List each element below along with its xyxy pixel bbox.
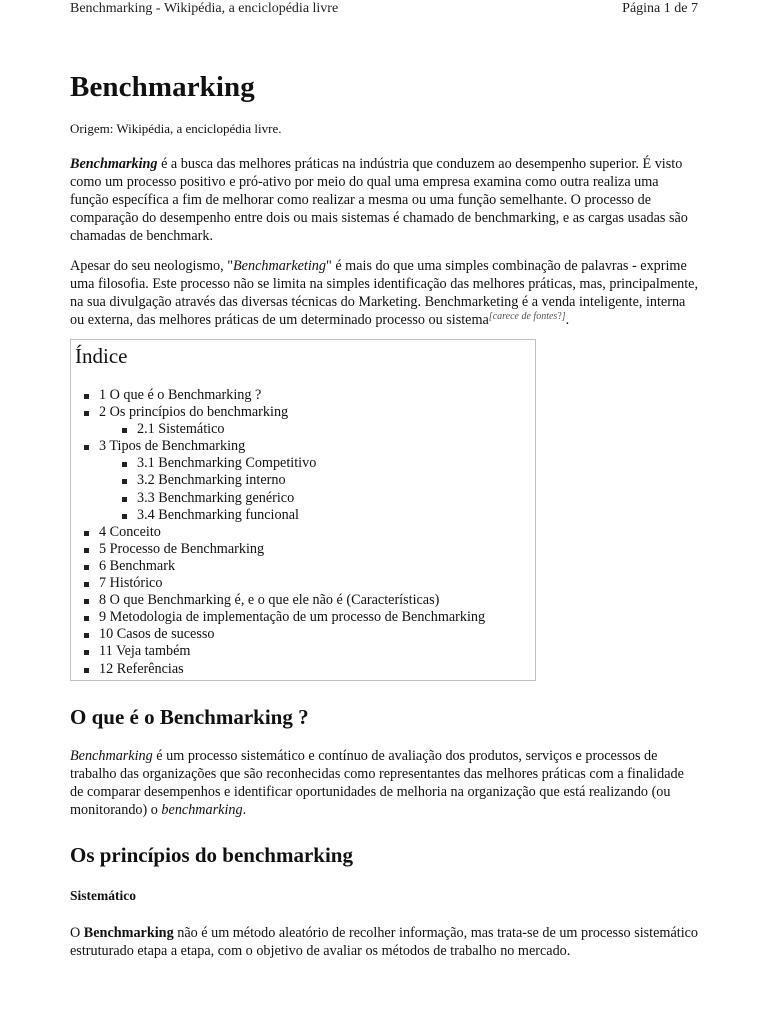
bullet-icon: [84, 668, 89, 673]
section1-end: .: [242, 802, 247, 818]
fn-close: ]: [561, 311, 566, 322]
toc-item: [99, 558, 535, 575]
toc-item: [99, 524, 535, 541]
bullet-icon: [84, 548, 89, 553]
toc-link[interactable]: 6 Benchmark: [99, 557, 176, 574]
origin-note: Origem: Wikipédia, a enciclopédia livre.: [70, 121, 282, 136]
section1-term2: benchmarking: [161, 802, 243, 818]
toc-link[interactable]: 1 O que é o Benchmarking ?: [99, 387, 262, 403]
intro-term: Benchmarking: [70, 156, 158, 172]
section1-term: Benchmarking: [70, 748, 153, 764]
toc-item: [99, 592, 535, 609]
fn-q: ?: [557, 311, 562, 322]
bullet-icon: [84, 394, 89, 399]
toc-item: [99, 626, 535, 643]
second-end: .: [565, 312, 570, 328]
toc-link[interactable]: 12 Referências: [99, 660, 184, 677]
page-title: Benchmarking: [70, 71, 255, 103]
fn-open: [: [488, 311, 493, 322]
section2-term: Benchmarking: [83, 925, 174, 941]
bullet-icon: [84, 650, 89, 655]
print-header: [70, 0, 698, 18]
toc-title: Índice: [75, 344, 128, 368]
benchmarketing-paragraph: [70, 257, 700, 329]
toc-item: [99, 387, 535, 404]
toc-link[interactable]: 2 Os princípios do benchmarking: [99, 404, 289, 421]
toc-link[interactable]: 10 Casos de sucesso: [99, 626, 215, 643]
intro-paragraph: [70, 155, 700, 245]
toc-link[interactable]: 4 Conceito: [99, 523, 161, 540]
section-heading-principles: Os princípios do benchmarking: [70, 843, 353, 867]
toc-link[interactable]: 3 Tipos de Benchmarking: [99, 438, 246, 455]
page-number: Página 1 de 7: [622, 1, 698, 16]
toc-link[interactable]: 8 O que Benchmarking é, e o que ele não é (Características): [99, 592, 440, 609]
bullet-icon: [122, 428, 127, 433]
toc-item: [99, 609, 535, 626]
toc-subitem: [137, 507, 535, 524]
bullet-icon: [84, 445, 89, 450]
toc-sublist: [99, 421, 535, 438]
bullet-icon: [122, 479, 127, 484]
bullet-icon: [84, 616, 89, 621]
toc-sublink[interactable]: 2.1 Sistemático: [137, 421, 225, 438]
bullet-icon: [84, 599, 89, 604]
fn-text: carece de fontes: [492, 311, 558, 322]
toc-link[interactable]: 7 Histórico: [99, 575, 163, 592]
toc-link[interactable]: 5 Processo de Benchmarking: [99, 540, 265, 557]
citation-needed-link[interactable]: [489, 311, 566, 322]
table-of-contents: [70, 339, 536, 681]
bullet-icon: [122, 497, 127, 502]
toc-subitem: [137, 490, 535, 507]
toc-subitem: [137, 421, 535, 438]
bullet-icon: [84, 582, 89, 587]
bullet-icon: [84, 565, 89, 570]
print-header-title: Benchmarking - Wikipédia, a enciclopédia livre: [70, 1, 339, 16]
intro-text: é a busca das melhores práticas na indústria que conduzem ao desempenho superior. É visto como um processo positivo e pró-ativo por meio do qual uma empresa examina como outra realiza uma função específica a fim de melhorar como realizar a mesma ou uma função semelhante. O processo de comparação do desempenho entre dois ou mais sistemas é chamado de benchmarking, e as cargas usadas são chamadas de benchmark.: [70, 156, 688, 244]
subsection-heading-systematic: Sistemático: [70, 888, 136, 903]
bullet-icon: [122, 462, 127, 467]
section2-lead: O: [70, 925, 84, 941]
toc-sublink[interactable]: 3.4 Benchmarking funcional: [137, 506, 299, 523]
toc-item: [99, 643, 535, 660]
toc-link[interactable]: 11 Veja também: [99, 643, 191, 660]
second-term: Benchmarketing: [233, 258, 326, 274]
toc-subitem: [137, 472, 535, 489]
section1-text: é um processo sistemático e contínuo de avaliação dos produtos, serviços e processos de trabalho das organizações que são reconhecidas como representantes das melhores práticas com a finalidade de comparar desempenhos e identificar oportunidades de melhoria na organização que está realizando (ou monitorando) o: [70, 748, 684, 818]
toc-item: [99, 575, 535, 592]
section-heading-what-is: O que é o Benchmarking ?: [70, 705, 309, 729]
second-text-before: Apesar do seu neologismo, ": [70, 258, 234, 274]
bullet-icon: [122, 514, 127, 519]
bullet-icon: [84, 633, 89, 638]
toc-item: [99, 661, 535, 678]
toc-list: [75, 387, 535, 678]
toc-sublist: [99, 455, 535, 523]
toc-link[interactable]: 9 Metodologia de implementação de um processo de Benchmarking: [99, 609, 486, 626]
toc-sublink[interactable]: 3.2 Benchmarking interno: [137, 472, 286, 489]
toc-item: [99, 438, 535, 523]
section-what-is-paragraph: [70, 747, 700, 819]
toc-sublink[interactable]: 3.1 Benchmarking Competitivo: [137, 455, 317, 472]
toc-sublink[interactable]: 3.3 Benchmarking genérico: [137, 489, 295, 506]
toc-subitem: [137, 455, 535, 472]
toc-item: [99, 404, 535, 438]
systematic-paragraph: [70, 924, 700, 960]
bullet-icon: [84, 411, 89, 416]
article-content: [70, 68, 700, 960]
bullet-icon: [84, 531, 89, 536]
second-text-after: " é mais do que uma simples combinação de palavras - exprime uma filosofia. Este processo não se limita na simples identificação das melhores práticas, mas, principalmente, na sua divulgação através das diversas técnicas do Marketing. Benchmarketing é a venda inteligente, interna ou externa, das melhores práticas de um determinado processo ou sistema: [70, 258, 698, 328]
section2-text: não é um método aleatório de recolher informação, mas trata-se de um processo sistemático estruturado etapa a etapa, com o objetivo de avaliar os métodos de trabalho no mercado.: [70, 925, 699, 959]
toc-item: [99, 541, 535, 558]
